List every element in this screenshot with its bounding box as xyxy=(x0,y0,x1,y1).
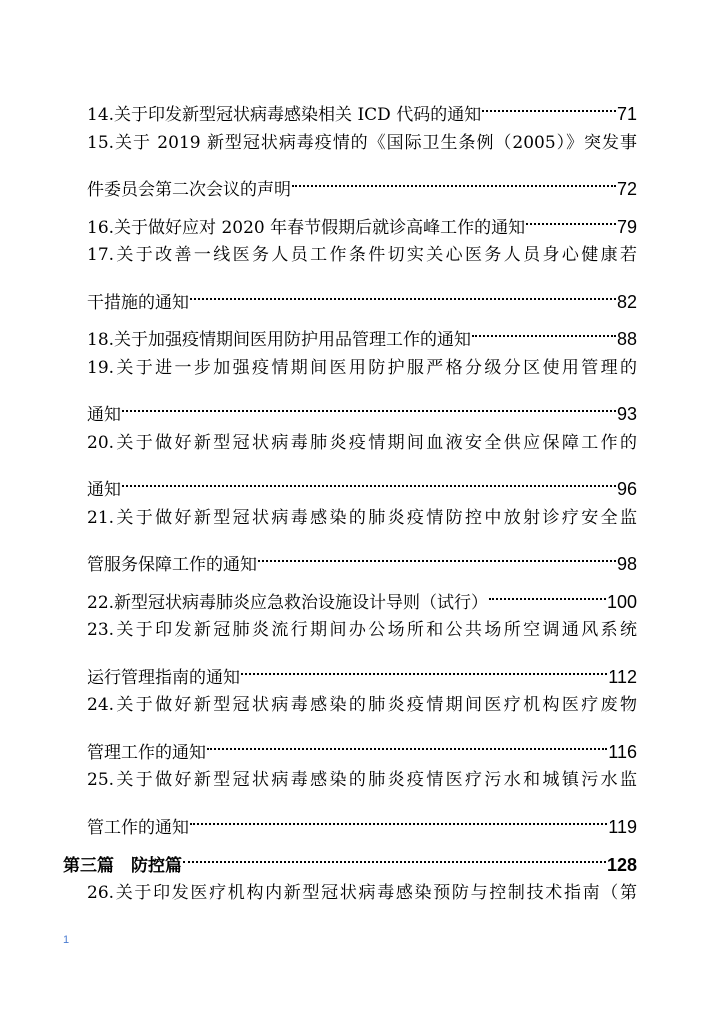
toc-entry-text: 件委员会第二次会议的声明 xyxy=(87,180,291,200)
toc-entry-text: 18.关于加强疫情期间医用防护用品管理工作的通知 xyxy=(87,330,472,350)
toc-entry-20[interactable] xyxy=(87,428,637,458)
toc-entry-25-cont[interactable] xyxy=(87,803,637,838)
toc-entry-text: 24.关于做好新型冠状病毒感染的肺炎疫情期间医疗机构医疗废物 xyxy=(87,695,637,715)
dot-leader xyxy=(190,803,607,833)
toc-entry-18[interactable] xyxy=(87,315,637,350)
toc-entry-text: 管理工作的通知 xyxy=(87,743,206,763)
toc-entry-24[interactable] xyxy=(87,690,637,720)
toc-page-number: 116 xyxy=(608,742,637,762)
toc-entry-19-cont[interactable] xyxy=(87,390,637,425)
toc-entry-17-cont[interactable] xyxy=(87,278,637,313)
toc-page-number: 88 xyxy=(616,329,637,349)
dot-leader xyxy=(122,390,616,420)
toc-entry-20-cont[interactable] xyxy=(87,465,637,500)
dot-leader xyxy=(207,728,607,758)
toc-page-number: 128 xyxy=(606,855,637,875)
toc-entry-text: 21.关于做好新型冠状病毒感染的肺炎疫情防控中放射诊疗安全监 xyxy=(87,508,637,528)
toc-page-number: 119 xyxy=(608,817,637,837)
toc-entry-text: 运行管理指南的通知 xyxy=(87,668,240,688)
toc-section-heading[interactable] xyxy=(63,841,637,876)
toc-page-number: 82 xyxy=(616,292,637,312)
toc-entry-text: 25.关于做好新型冠状病毒感染的肺炎疫情医疗污水和城镇污水监 xyxy=(87,770,637,790)
dot-leader xyxy=(472,315,616,345)
toc-entry-text: 干措施的通知 xyxy=(87,293,189,313)
dot-leader xyxy=(183,841,606,871)
toc-entry-text: 管服务保障工作的通知 xyxy=(87,555,257,575)
section-title: 第三篇 防控篇 xyxy=(63,856,182,876)
toc-entry-23[interactable] xyxy=(87,615,637,645)
dot-leader xyxy=(292,165,616,195)
toc-page-number: 79 xyxy=(616,217,637,237)
dot-leader xyxy=(258,540,616,570)
dot-leader xyxy=(122,465,616,495)
toc-page-number: 72 xyxy=(616,179,637,199)
toc-entry-text: 23.关于印发新冠肺炎流行期间办公场所和公共场所空调通风系统 xyxy=(87,620,637,640)
toc-entry-25[interactable] xyxy=(87,765,637,795)
toc-entry-16[interactable] xyxy=(87,203,637,238)
toc-entry-text: 14.关于印发新型冠状病毒感染相关 ICD 代码的通知 xyxy=(87,105,482,125)
toc-entry-text: 15.关于 2019 新型冠状病毒疫情的《国际卫生条例（2005）》突发事 xyxy=(87,133,637,153)
toc-entry-23-cont[interactable] xyxy=(87,653,637,688)
toc-page-number: 98 xyxy=(616,554,637,574)
toc-entry-24-cont[interactable] xyxy=(87,728,637,763)
footer-page-number: 1 xyxy=(63,934,70,946)
dot-leader xyxy=(190,278,616,308)
toc-page-number: 112 xyxy=(608,667,637,687)
toc-entry-text: 26.关于印发医疗机构内新型冠状病毒感染预防与控制技术指南（第 xyxy=(87,883,637,903)
toc-page-number: 93 xyxy=(616,404,637,424)
toc-entry-15[interactable] xyxy=(87,128,637,158)
toc-entry-text: 通知 xyxy=(87,480,121,500)
toc-entry-19[interactable] xyxy=(87,353,637,383)
toc-entry-14[interactable] xyxy=(87,90,637,125)
toc-entry-17[interactable] xyxy=(87,240,637,270)
toc-entry-26[interactable] xyxy=(87,878,637,908)
toc-entry-text: 19.关于进一步加强疫情期间医用防护服严格分级分区使用管理的 xyxy=(87,358,637,378)
toc-page-number: 71 xyxy=(616,104,637,124)
toc-entry-text: 管工作的通知 xyxy=(87,818,189,838)
toc-entry-text: 通知 xyxy=(87,405,121,425)
toc-page-number: 100 xyxy=(606,592,637,612)
toc-entry-text: 16.关于做好应对 2020 年春节假期后就诊高峰工作的通知 xyxy=(87,218,526,238)
dot-leader xyxy=(489,578,606,608)
toc-page-number: 96 xyxy=(616,479,637,499)
toc-entry-text: 22.新型冠状病毒肺炎应急救治设施设计导则（试行） xyxy=(87,593,489,613)
dot-leader xyxy=(482,90,616,120)
toc-entry-text: 20.关于做好新型冠状病毒肺炎疫情期间血液安全供应保障工作的 xyxy=(87,433,637,453)
toc-entry-15-cont[interactable] xyxy=(87,165,637,200)
toc-entry-text: 17.关于改善一线医务人员工作条件切实关心医务人员身心健康若 xyxy=(87,245,637,265)
toc-entry-21[interactable] xyxy=(87,503,637,533)
toc-entry-21-cont[interactable] xyxy=(87,540,637,575)
dot-leader xyxy=(526,203,616,233)
dot-leader xyxy=(241,653,607,683)
toc-entry-22[interactable] xyxy=(87,578,637,613)
